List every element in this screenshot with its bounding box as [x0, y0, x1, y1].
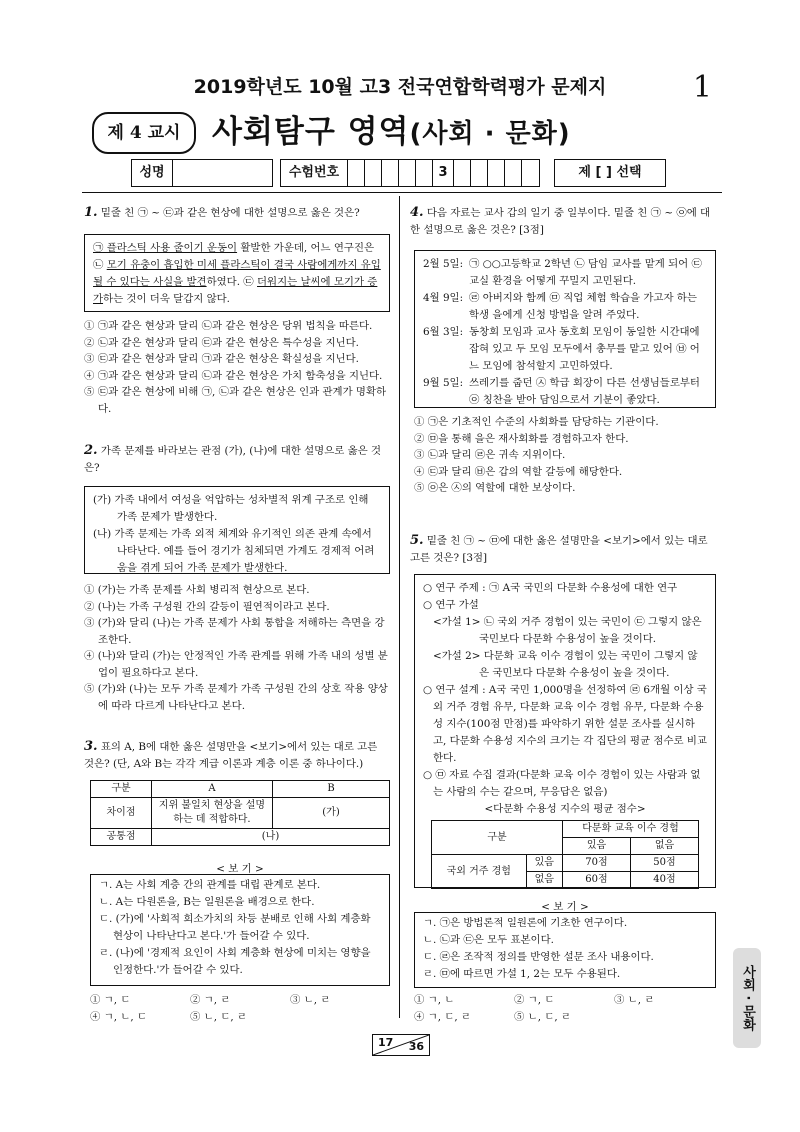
- q5-bogi-item: ㄱ. ㉠은 방법론적 일원론에 기초한 연구이다.: [423, 917, 628, 929]
- q5-table-title: <다문화 수용성 지수의 평균 점수>: [484, 803, 646, 815]
- q4-option[interactable]: ④ ㉢과 달리 ㉥은 갑의 역할 갈등에 해당한다.: [414, 465, 623, 478]
- q4-option[interactable]: ③ ㉡과 달리 ㉣은 귀속 지위이다.: [414, 449, 566, 461]
- q4-options: [414, 414, 716, 497]
- q5-result: ○ ㉤ 자료 수집 결과(다문화 교육 이수 경험이 있는 사람과 없는 사람의 수는 같으며, 무응답은 없음): [423, 769, 701, 798]
- q1-stem: 밑줄 친 ㉠ ~ ㉢과 같은 현상에 대한 설명으로 옳은 것은?: [100, 207, 360, 219]
- q5-choice[interactable]: ② ㄱ, ㄷ: [514, 994, 555, 1006]
- current-page: 17: [378, 1036, 394, 1049]
- q4-stem: 다음 자료는 교사 갑의 일기 중 일부이다. 밑줄 친 ㉠ ~ ㉧에 대한 설명으로 옳은 것은? [3점]: [410, 207, 711, 236]
- name-field: [131, 159, 273, 187]
- page-number: 1: [692, 70, 712, 105]
- q3-bogi-item: ㄴ. A는 다원론을, B는 일원론을 배경으로 한다.: [99, 896, 315, 908]
- q5-hyp2: <가설 2> 다문화 교육 이수 경험이 있는 국민이 그렇지 않은 국민보다 다문화 수용성이 높을 것이다.: [433, 650, 698, 679]
- choice-label: 제 [ ] 선택: [578, 165, 642, 180]
- subject-main: 사회탐구 영역: [212, 114, 410, 150]
- q2-option[interactable]: ④ (나)와 달리 (가)는 안정적인 가족 관계를 위해 가족 내의 성별 분업이 필요하다고 본다.: [84, 650, 388, 679]
- q2-na: (나) 가족 문제는 가족 외적 체계와 유기적인 의존 관계 속에서 나타난다. 예를 들어 경기가 침체되면 가계도 경제적 어려움을 겪게 되어 가족 문제가 발생한다.: [93, 528, 375, 574]
- subject-title: [212, 106, 571, 151]
- q5-bogi-item: ㄴ. ㉡과 ㉢은 모두 표본이다.: [423, 934, 554, 946]
- q4-option[interactable]: ② ㉤을 통해 을은 재사회화를 경험하고자 한다.: [414, 432, 629, 445]
- q3-bogi: [90, 874, 390, 986]
- q2-option[interactable]: ① (가)는 가족 문제를 사회 병리적 현상으로 본다.: [84, 584, 310, 596]
- q3-bogi-title: < 보 기 >: [216, 863, 264, 875]
- q5-choices: [414, 992, 714, 1026]
- diary-entry: 2월 5일: ㉠ ○○고등학교 2학년 ㉡ 담임 교사를 맡게 되어 ㉢ 교실 환경을 어떻게 꾸밀지 고민된다.: [423, 258, 702, 287]
- q3-choice[interactable]: ⑤ ㄴ, ㄷ, ㄹ: [190, 1011, 248, 1023]
- q3-stem: 표의 A, B에 대한 옳은 설명만을 <보기>에서 있는 대로 고른 것은? (단, A와 B는 각각 계급 이론과 계층 이론 중 하나이다.): [84, 741, 378, 770]
- period-badge: 제 4 교시: [92, 112, 196, 154]
- name-label: 성명: [132, 160, 173, 186]
- exam-number-field: [280, 159, 540, 187]
- header-divider: [82, 192, 722, 193]
- q5-choice[interactable]: ① ㄱ, ㄴ: [414, 994, 455, 1006]
- q1-option[interactable]: ③ ㉢과 같은 현상과 달리 ㉠과 같은 현상은 확실성을 지닌다.: [84, 353, 359, 365]
- q2-stem: 가족 문제를 바라보는 관점 (가), (나)에 대한 설명으로 옳은 것은?: [84, 445, 381, 474]
- q5-bogi: [414, 912, 716, 988]
- q4-option[interactable]: ① ㉠은 기초적인 수준의 사회화를 담당하는 기관이다.: [414, 416, 659, 428]
- column-divider: [399, 196, 400, 1018]
- q5-bogi-item: ㄷ. ㉣은 조작적 정의를 반영한 설문 조사 내용이다.: [423, 951, 654, 963]
- name-blank: [173, 160, 272, 186]
- subject-sub: (사회 · 문화): [409, 119, 571, 149]
- q1-options: [84, 318, 390, 417]
- q3-table: 구분 A B 차이점 지위 불일치 현상을 설명하는 데 적합하다. (가) 공통점 (나): [90, 780, 390, 846]
- question-1: [84, 204, 390, 222]
- question-2: 2. 가족 문제를 바라보는 관점 (가), (나)에 대한 설명으로 옳은 것은?: [84, 443, 381, 474]
- q5-choice[interactable]: ⑤ ㄴ, ㄷ, ㄹ: [514, 1011, 572, 1023]
- question-3: 3. 표의 A, B에 대한 옳은 설명만을 <보기>에서 있는 대로 고른 것은? (단, A와 B는 각각 계급 이론과 계층 이론 중 하나이다.): [84, 739, 378, 770]
- q3-bogi-item: ㄹ. (나)에 '경제적 요인이 사회 계층화 현상에 미치는 영향을 인정한다.'가 들어갈 수 있다.: [99, 947, 371, 976]
- q5-bogi-title: < 보 기 >: [541, 901, 589, 913]
- q2-option[interactable]: ③ (가)와 달리 (나)는 가족 문제가 사회 통합을 저해하는 측면을 강조한다.: [84, 617, 385, 646]
- q3-choices: [90, 992, 390, 1026]
- exam-header-title: 2019학년도 10월 고3 전국연합학력평가 문제지: [193, 76, 607, 98]
- exam-number-digit: 3: [433, 160, 454, 186]
- q5-topic: ○ 연구 주제 : ㉠ A국 국민의 다문화 수용성에 대한 연구: [423, 582, 678, 594]
- q5-table: 구분 다문화 교육 이수 경험 있음 없음 국외 거주 경험 있음 70점 50점 없음 60점 40점: [431, 820, 699, 889]
- exam-number-label: 수험번호: [281, 160, 348, 186]
- q5-research-box: [414, 574, 716, 888]
- diary-entry: 9월 5일: 쓰레기를 줍던 ㉦ 학급 회장이 다른 선생님들로부터 ㉧ 칭찬을 받아 담임으로서 기분이 좋았다.: [423, 377, 700, 406]
- q5-design: ○ 연구 설계 : A국 국민 1,000명을 선정하여 ㉣ 6개월 이상 국외 거주 경험 유무, 다문화 교육 이수 경험 유무, 다문화 수용성 지수(100점 만점)를 파악하기 위한 설문 조사를 실시하고, 다문화 수용성 지수의 크기는 각 집단의 평균 점수로 비교한다.: [423, 684, 707, 764]
- q5-bogi-item: ㄹ. ㉤에 따르면 가설 1, 2는 모두 수용된다.: [423, 968, 621, 980]
- q5-choice[interactable]: ③ ㄴ, ㄹ: [614, 994, 655, 1006]
- question-5: 5. 밑줄 친 ㉠ ~ ㉤에 대한 옳은 설명만을 <보기>에서 있는 대로 고른 것은? [3점]: [410, 533, 708, 564]
- q5-hyp-title: ○ 연구 가설: [423, 599, 479, 611]
- q1-option[interactable]: ① ㉠과 같은 현상과 달리 ㉡과 같은 현상은 당위 법칙을 따른다.: [84, 320, 373, 332]
- page-count-box: [372, 1034, 430, 1056]
- q1-option[interactable]: ⑤ ㉢과 같은 현상에 비해 ㉠, ㉡과 같은 현상은 인과 관계가 명확하다.: [84, 386, 387, 415]
- q2-option[interactable]: ⑤ (가)와 (나)는 모두 가족 문제가 가족 구성원 간의 상호 작용 양상에 따라 다르게 나타난다고 본다.: [84, 683, 388, 712]
- q1-passage: ㉠ 플라스틱 사용 줄이기 운동이 활발한 가운데, 어느 연구진은 ㉡ 모기 유충이 흡입한 미세 플라스틱이 결국 사람에게까지 유입될 수 있다는 사실을 발견하였다. ㉢ 더워지는 날씨에 모기가 증가하는 것이 더욱 달갑지 않다.: [84, 234, 390, 312]
- diary-entry: 6월 3일: 동창회 모임과 교사 동호회 모임이 동일한 시간대에 잡혀 있고 두 모임 모두에서 총무를 맡고 있어 ㉥ 어느 모임에 참석할지 고민하였다.: [423, 326, 700, 372]
- diary-entry: 4월 9일: ㉣ 아버지와 함께 ㉤ 직업 체험 학습을 가고자 하는 학생 을에게 신청 방법을 알려 주었다.: [423, 292, 697, 321]
- q1-number: 1.: [84, 205, 98, 220]
- subject-side-tab: 사회 · 문화: [733, 948, 761, 1048]
- q2-ga: (가) 가족 내에서 여성을 억압하는 성차별적 위계 구조로 인해 가족 문제가 발생한다.: [93, 494, 369, 523]
- q5-stem: 밑줄 친 ㉠ ~ ㉤에 대한 옳은 설명만을 <보기>에서 있는 대로 고른 것은? [3점]: [410, 535, 708, 564]
- choice-field: [554, 159, 666, 187]
- q3-choice[interactable]: ③ ㄴ, ㄹ: [290, 994, 331, 1006]
- q5-hyp1: <가설 1> ㉡ 국외 거주 경험이 있는 국민이 ㉢ 그렇지 않은 국민보다 다문화 수용성이 높을 것이다.: [433, 616, 702, 645]
- total-pages: 36: [408, 1040, 424, 1053]
- q2-options: [84, 582, 390, 714]
- q2-passage: [84, 486, 390, 574]
- q3-choice[interactable]: ① ㄱ, ㄷ: [90, 994, 131, 1006]
- q3-bogi-item: ㄷ. (가)에 '사회적 희소가치의 차등 분배로 인해 사회 계층화 현상이 나타난다고 본다.'가 들어갈 수 있다.: [99, 913, 371, 942]
- q2-option[interactable]: ② (나)는 가족 구성원 간의 갈등이 필연적이라고 본다.: [84, 600, 330, 613]
- q1-option[interactable]: ④ ㉠과 같은 현상과 달리 ㉡과 같은 현상은 가치 함축성을 지닌다.: [84, 369, 383, 382]
- q1-option[interactable]: ② ㉡과 같은 현상과 달리 ㉢과 같은 현상은 특수성을 지닌다.: [84, 336, 359, 349]
- q3-bogi-item: ㄱ. A는 사회 계층 간의 관계를 대립 관계로 본다.: [99, 879, 321, 891]
- q4-option[interactable]: ⑤ ㉧은 ㉦의 역할에 대한 보상이다.: [414, 482, 576, 494]
- q3-choice[interactable]: ② ㄱ, ㄹ: [190, 994, 231, 1006]
- question-4: 4. 다음 자료는 교사 갑의 일기 중 일부이다. 밑줄 친 ㉠ ~ ㉧에 대한 설명으로 옳은 것은? [3점]: [410, 205, 711, 236]
- q5-choice[interactable]: ④ ㄱ, ㄷ, ㄹ: [414, 1011, 472, 1023]
- q4-diary: [414, 250, 716, 408]
- q3-choice[interactable]: ④ ㄱ, ㄴ, ㄷ: [90, 1011, 148, 1023]
